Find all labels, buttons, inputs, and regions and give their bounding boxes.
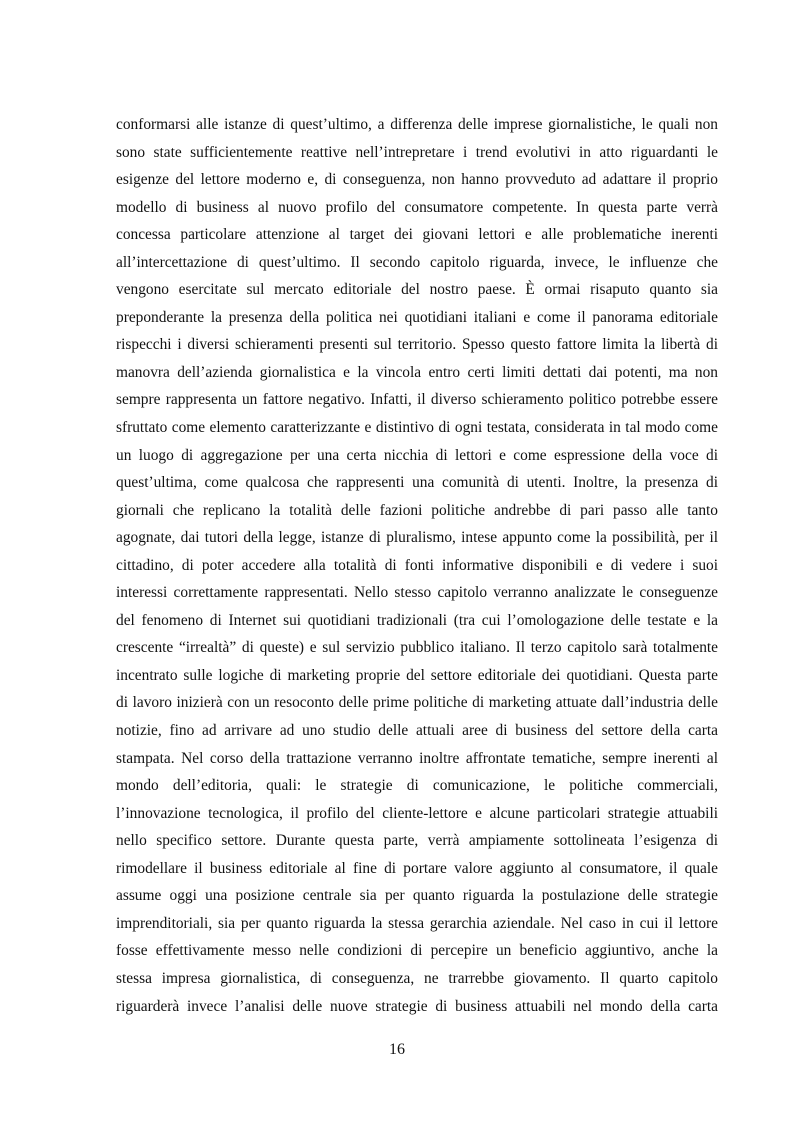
text-line: interessi correttamente rappresentati. Nello stesso capitolo verranno analizzate le conseguenze — [116, 584, 718, 602]
page-number: 16 — [389, 1041, 405, 1058]
text-line: nello specifico settore. Durante questa parte, verrà ampiamente sottolineata l’esigenza di — [116, 832, 718, 850]
text-line: cittadino, di poter accedere alla totalità di fonti informative disponibili e di vedere i suoi — [116, 556, 718, 574]
text-line: conformarsi alle istanze di quest’ultimo, a differenza delle imprese giornalistiche, le quali non — [116, 116, 718, 133]
text-line: agognate, dai tutori della legge, istanze di pluralismo, intese appunto come la possibilità, per il — [116, 529, 718, 547]
text-line: concessa particolare attenzione al target dei giovani lettori e alle problematiche inerenti — [116, 226, 718, 244]
text-line: esigenze del lettore moderno e, di conseguenza, non hanno provveduto ad adattare il proprio — [116, 171, 718, 189]
text-line: sono state sufficientemente reattive nell’intrepretare i trend evolutivi in atto riguardanti le — [116, 143, 718, 161]
text-line: sfruttato come elemento caratterizzante e distintivo di ogni testata, considerata in tal modo come — [116, 419, 718, 437]
text-line: modello di business al nuovo profilo del consumatore competente. In questa parte verrà — [116, 198, 718, 216]
text-line: incentrato sulle logiche di marketing proprie del settore editoriale dei quotidiani. Questa parte — [116, 666, 718, 684]
text-line: notizie, fino ad arrivare ad uno studio delle attuali aree di business del settore della carta — [116, 722, 718, 740]
text-line: un luogo di aggregazione per una certa nicchia di lettori e come espressione della voce di — [116, 446, 718, 464]
text-line: crescente “irrealtà” di queste) e sul servizio pubblico italiano. Il terzo capitolo sarà totalmente — [116, 639, 718, 657]
text-line: all’intercettazione di quest’ultimo. Il secondo capitolo riguarda, invece, le influenze che — [116, 253, 718, 271]
text-line: rispecchi i diversi schieramenti presenti sul territorio. Spesso questo fattore limita la libertà di — [116, 336, 718, 354]
text-line: imprenditoriali, sia per quanto riguarda la stessa gerarchia aziendale. Nel caso in cui il lettore — [116, 914, 718, 932]
text-line: manovra dell’azienda giornalistica e la vincola entro certi limiti dettati dai potenti, ma non — [116, 363, 718, 381]
text-line: sempre rappresenta un fattore negativo. Infatti, il diverso schieramento politico potrebbe essere — [116, 391, 718, 409]
body-paragraph — [116, 111, 718, 1020]
text-line: stessa impresa giornalistica, di conseguenza, ne trarrebbe giovamento. Il quarto capitolo — [116, 969, 718, 987]
text-line: fosse effettivamente messo nelle condizioni di percepire un beneficio aggiuntivo, anche la — [116, 942, 718, 960]
text-line: mondo dell’editoria, quali: le strategie di comunicazione, le politiche commerciali, — [116, 777, 718, 795]
text-line: stampata. Nel corso della trattazione verranno inoltre affrontate tematiche, sempre inerenti al — [116, 749, 718, 767]
text-line: giornali che replicano la totalità delle fazioni politiche andrebbe di pari passo alle tanto — [116, 501, 718, 519]
text-line: vengono esercitate sul mercato editoriale del nostro paese. È ormai risaputo quanto sia — [116, 281, 718, 299]
text-line: riguarderà invece l’analisi delle nuove strategie di business attuabili nel mondo della carta — [116, 997, 718, 1015]
text-line: l’innovazione tecnologica, il profilo del cliente-lettore e alcune particolari strategie attuabili — [116, 804, 718, 822]
text-line: preponderante la presenza della politica nei quotidiani italiani e come il panorama editoriale — [116, 308, 718, 326]
text-line: quest’ultima, come qualcosa che rappresenti una comunità di utenti. Inoltre, la presenza di — [116, 474, 718, 492]
text-line: assume oggi una posizione centrale sia per quanto riguarda la postulazione delle strategie — [116, 887, 718, 905]
text-line: rimodellare il business editoriale al fine di portare valore aggiunto al consumatore, il quale — [116, 859, 718, 877]
text-line: del fenomeno di Internet sui quotidiani tradizionali (tra cui l’omologazione delle testate e la — [116, 611, 718, 629]
text-line: di lavoro inizierà con un resoconto delle prime politiche di marketing attuate dall’industria delle — [116, 694, 718, 712]
